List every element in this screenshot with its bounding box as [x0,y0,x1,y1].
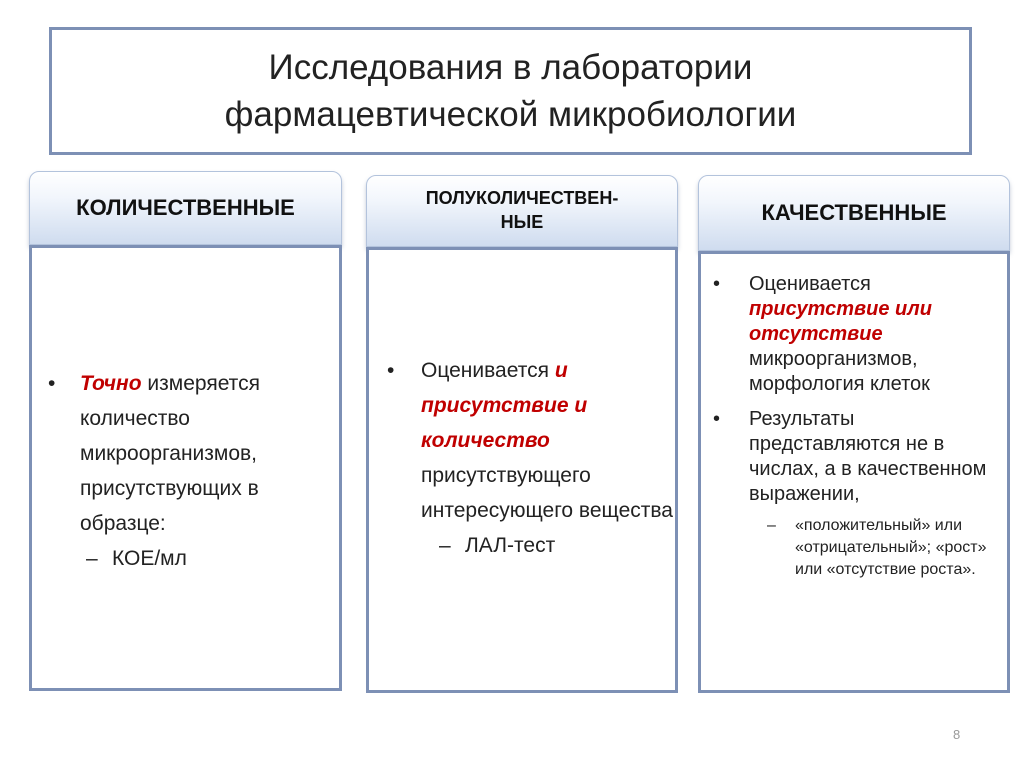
bullet-prefix: Оценивается [749,273,871,295]
sub-item: – «положительный» или «отрицательный»; «рост» или «отсутствие роста». [701,515,1007,581]
bullet-item [369,353,675,528]
column-header-qualitative: КАЧЕСТВЕННЫЕ [698,175,1010,251]
column-header-quantitative: КОЛИЧЕСТВЕННЫЕ [29,171,342,245]
bullet-item: • Результаты представляются не в числах, а в качественном выражении, [701,407,1007,507]
header-line-2: НЫЕ [500,212,544,232]
header-line-1: ПОЛУКОЛИЧЕСТВЕН- [425,188,619,208]
semi-quantitative-column [366,175,678,693]
sub-item: – ЛАЛ-тест [369,528,675,563]
sub-item: – КОЕ/мл [32,541,339,576]
emphasis-text: и присутствие и количество [421,359,588,452]
slide-number: 8 [953,727,961,742]
bullet-item [32,366,339,541]
bullet-text: присутствующего интересующего вещества [421,464,673,522]
qualitative-column [698,175,1010,693]
quantitative-column [29,171,342,691]
bullet-item [701,272,1007,397]
title-line-1: Исследования в лаборатории [268,48,753,87]
bullet-text: микроорганизмов, морфология клеток [749,348,930,395]
bullet-text: измеряется количество микроорганизмов, присутствующих в образце: [80,372,260,535]
bullet-prefix: Оценивается [421,359,555,382]
column-header-semi-quantitative [366,175,678,247]
column-body-semi-quantitative [366,247,678,693]
column-body-qualitative [698,251,1010,693]
emphasis-text: Точно [80,372,142,395]
column-body-quantitative [29,245,342,691]
emphasis-text: присутствие или отсутствие [749,298,932,345]
slide-title [49,27,972,155]
title-line-2: фармацевтической микробиологии [224,95,797,134]
